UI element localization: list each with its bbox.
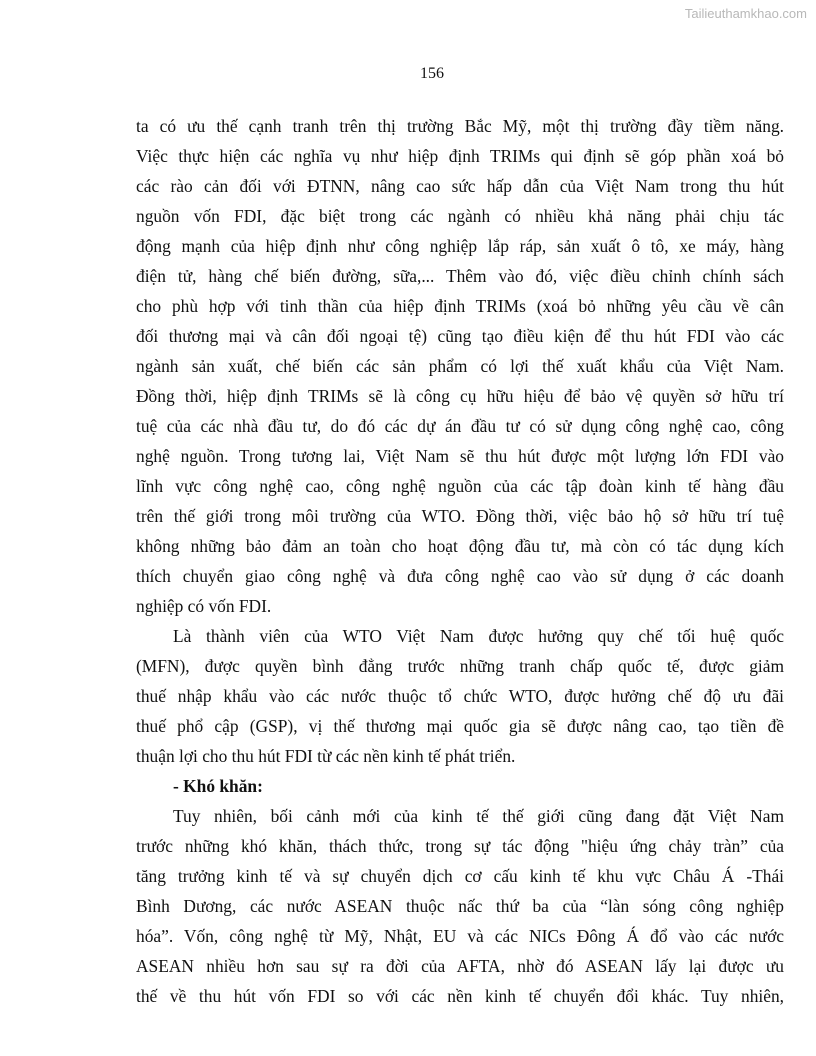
text-line: hóa”. Vốn, công nghệ từ Mỹ, Nhật, EU và các NICs Đông Á đổ vào các nước: [136, 926, 784, 946]
text-line: Việc thực hiện các nghĩa vụ như hiệp định TRIMs qui định sẽ góp phần xoá bỏ: [136, 146, 784, 166]
text-line: không những bảo đảm an toàn cho hoạt động đầu tư, mà còn có tác dụng kích: [136, 536, 784, 556]
section-heading-difficulties: - Khó khăn:: [173, 776, 263, 796]
text-line: nghệ nguồn. Trong tương lai, Việt Nam sẽ thu hút được một lượng lớn FDI vào: [136, 446, 784, 466]
text-line: tuệ của các nhà đầu tư, do đó các dự án đầu tư có sử dụng công nghệ cao, công: [136, 416, 784, 436]
text-line: (MFN), được quyền bình đẳng trước những tranh chấp quốc tế, được giảm: [136, 656, 784, 676]
paragraph-difficulties: [136, 801, 784, 1011]
text-line: nghiệp có vốn FDI.: [136, 596, 272, 616]
text-line: thuế phổ cập (GSP), vị thế thương mại quốc gia sẽ được nâng cao, tạo tiền đề: [136, 716, 784, 736]
text-line: các rào cản đối với ĐTNN, nâng cao sức hấp dẫn của Việt Nam trong thu hút: [136, 176, 784, 196]
text-line: Là thành viên của WTO Việt Nam được hưởng quy chế tối huệ quốc: [173, 626, 784, 646]
paragraph-advantages-trims: [136, 111, 784, 621]
page-number: 156: [420, 65, 444, 82]
text-line: điện tử, hàng chế biến đường, sữa,... Thêm vào đó, việc điều chỉnh chính sách: [136, 266, 784, 286]
text-line: Tuy nhiên, bối cảnh mới của kinh tế thế giới cũng đang đặt Việt Nam: [173, 806, 784, 826]
text-line: trước những khó khăn, thách thức, trong sự tác động "hiệu ứng chảy tràn” của: [136, 836, 784, 856]
text-line: thuế nhập khẩu vào các nước thuộc tổ chức WTO, được hưởng chế độ ưu đãi: [136, 686, 784, 706]
text-line: thích chuyển giao công nghệ và đưa công nghệ cao vào sử dụng ở các doanh: [136, 566, 784, 586]
text-line: ngành sản xuất, chế biến các sản phẩm có lợi thế xuất khẩu của Việt Nam.: [136, 356, 784, 376]
text-line: đối thương mại và cân đối ngoại tệ) cũng tạo điều kiện để thu hút FDI vào các: [136, 326, 784, 346]
text-line: Đồng thời, hiệp định TRIMs sẽ là công cụ hữu hiệu để bảo vệ quyền sở hữu trí: [136, 386, 784, 406]
text-line: tăng trưởng kinh tế và sự chuyển dịch cơ cấu kinh tế khu vực Châu Á -Thái: [136, 866, 784, 886]
text-line: lĩnh vực công nghệ cao, công nghệ nguồn của các tập đoàn kinh tế hàng đầu: [136, 476, 784, 496]
watermark: Tailieuthamkhao.com: [684, 6, 807, 21]
text-line: thế về thu hút vốn FDI so với các nền kinh tế chuyển đổi khác. Tuy nhiên,: [136, 986, 784, 1006]
document-body: [136, 111, 784, 1011]
text-line: Bình Dương, các nước ASEAN thuộc nấc thứ ba của “làn sóng công nghiệp: [136, 896, 784, 916]
text-line: cho phù hợp với tinh thần của hiệp định TRIMs (xoá bỏ những yêu cầu về cân: [136, 296, 784, 316]
text-line: nguồn vốn FDI, đặc biệt trong các ngành có nhiều khả năng phải chịu tác: [136, 206, 784, 226]
paragraph-wto-membership: [136, 621, 784, 771]
text-line: động mạnh của hiệp định như công nghiệp lắp ráp, sản xuất ô tô, xe máy, hàng: [136, 236, 784, 256]
text-line: ta có ưu thế cạnh tranh trên thị trường Bắc Mỹ, một thị trường đầy tiềm năng.: [136, 116, 784, 136]
text-line: trên thế giới trong môi trường của WTO. Đồng thời, việc bảo hộ sở hữu trí tuệ: [136, 506, 784, 526]
text-line: thuận lợi cho thu hút FDI từ các nền kinh tế phát triển.: [136, 746, 516, 766]
text-line: ASEAN nhiều hơn sau sự ra đời của AFTA, nhờ đó ASEAN lấy lại được ưu: [136, 956, 784, 976]
